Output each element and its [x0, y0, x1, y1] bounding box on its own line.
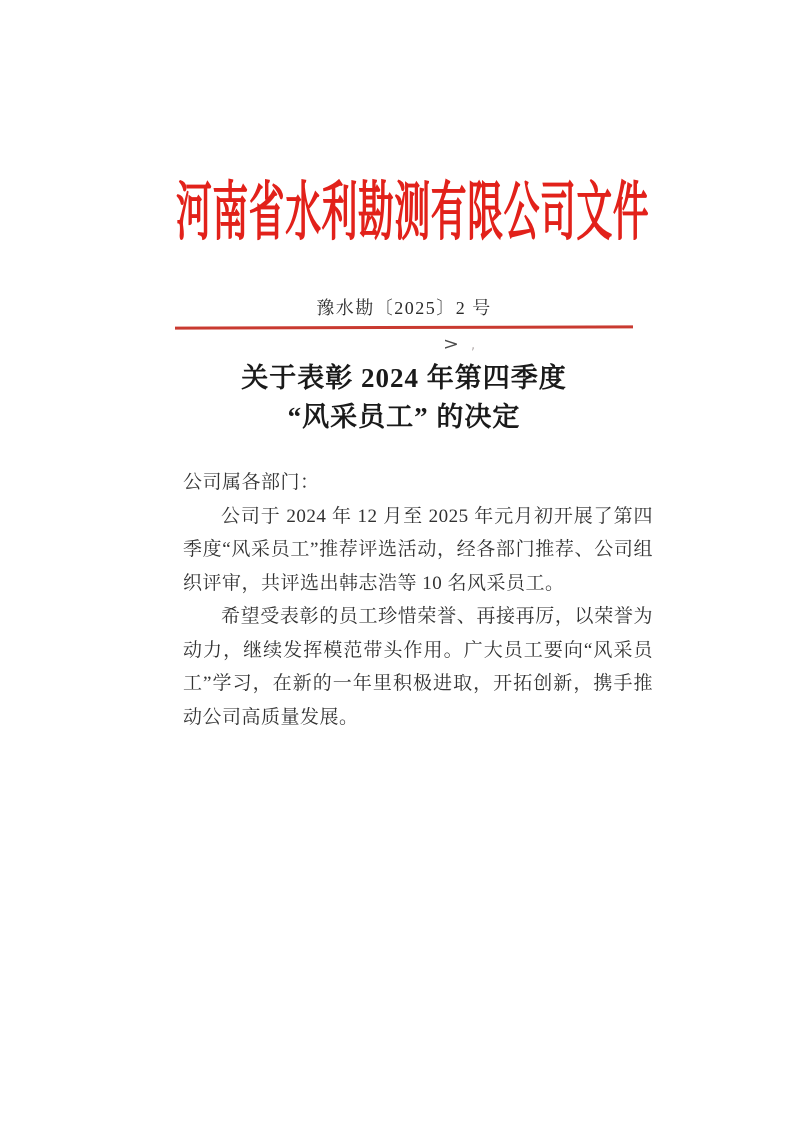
document-title: [4, 359, 800, 437]
body-paragraph-2: 希望受表彰的员工珍惜荣誉、再接再厉，以荣誉为动力，继续发挥模范带头作用。广大员工要向“风采员工”学习，在新的一年里积极进取，开拓创新，携手推动公司高质量发展。: [183, 606, 653, 728]
scan-artifact-speck: ,: [471, 338, 476, 353]
doc-reference-number: 豫水勘〔2025〕2 号: [316, 298, 492, 318]
document-title-line2: “风采员工” 的决定: [287, 402, 521, 432]
letterhead-org-title: 河南省水利勘测有限公司文件: [176, 177, 650, 248]
red-divider-line: [175, 325, 633, 329]
salutation-line: 公司属各部门：: [183, 472, 320, 493]
scan-artifact-chevron: >: [443, 334, 459, 354]
document-title-line1: 关于表彰 2024 年第四季度: [241, 363, 567, 393]
body-paragraph-1: 公司于 2024 年 12 月至 2025 年元月初开展了第四季度“风采员工”推荐评选活动，经各部门推荐、公司组织评审，共评选出韩志浩等 10 名风采员工。: [183, 505, 653, 594]
document-body: [183, 466, 653, 734]
